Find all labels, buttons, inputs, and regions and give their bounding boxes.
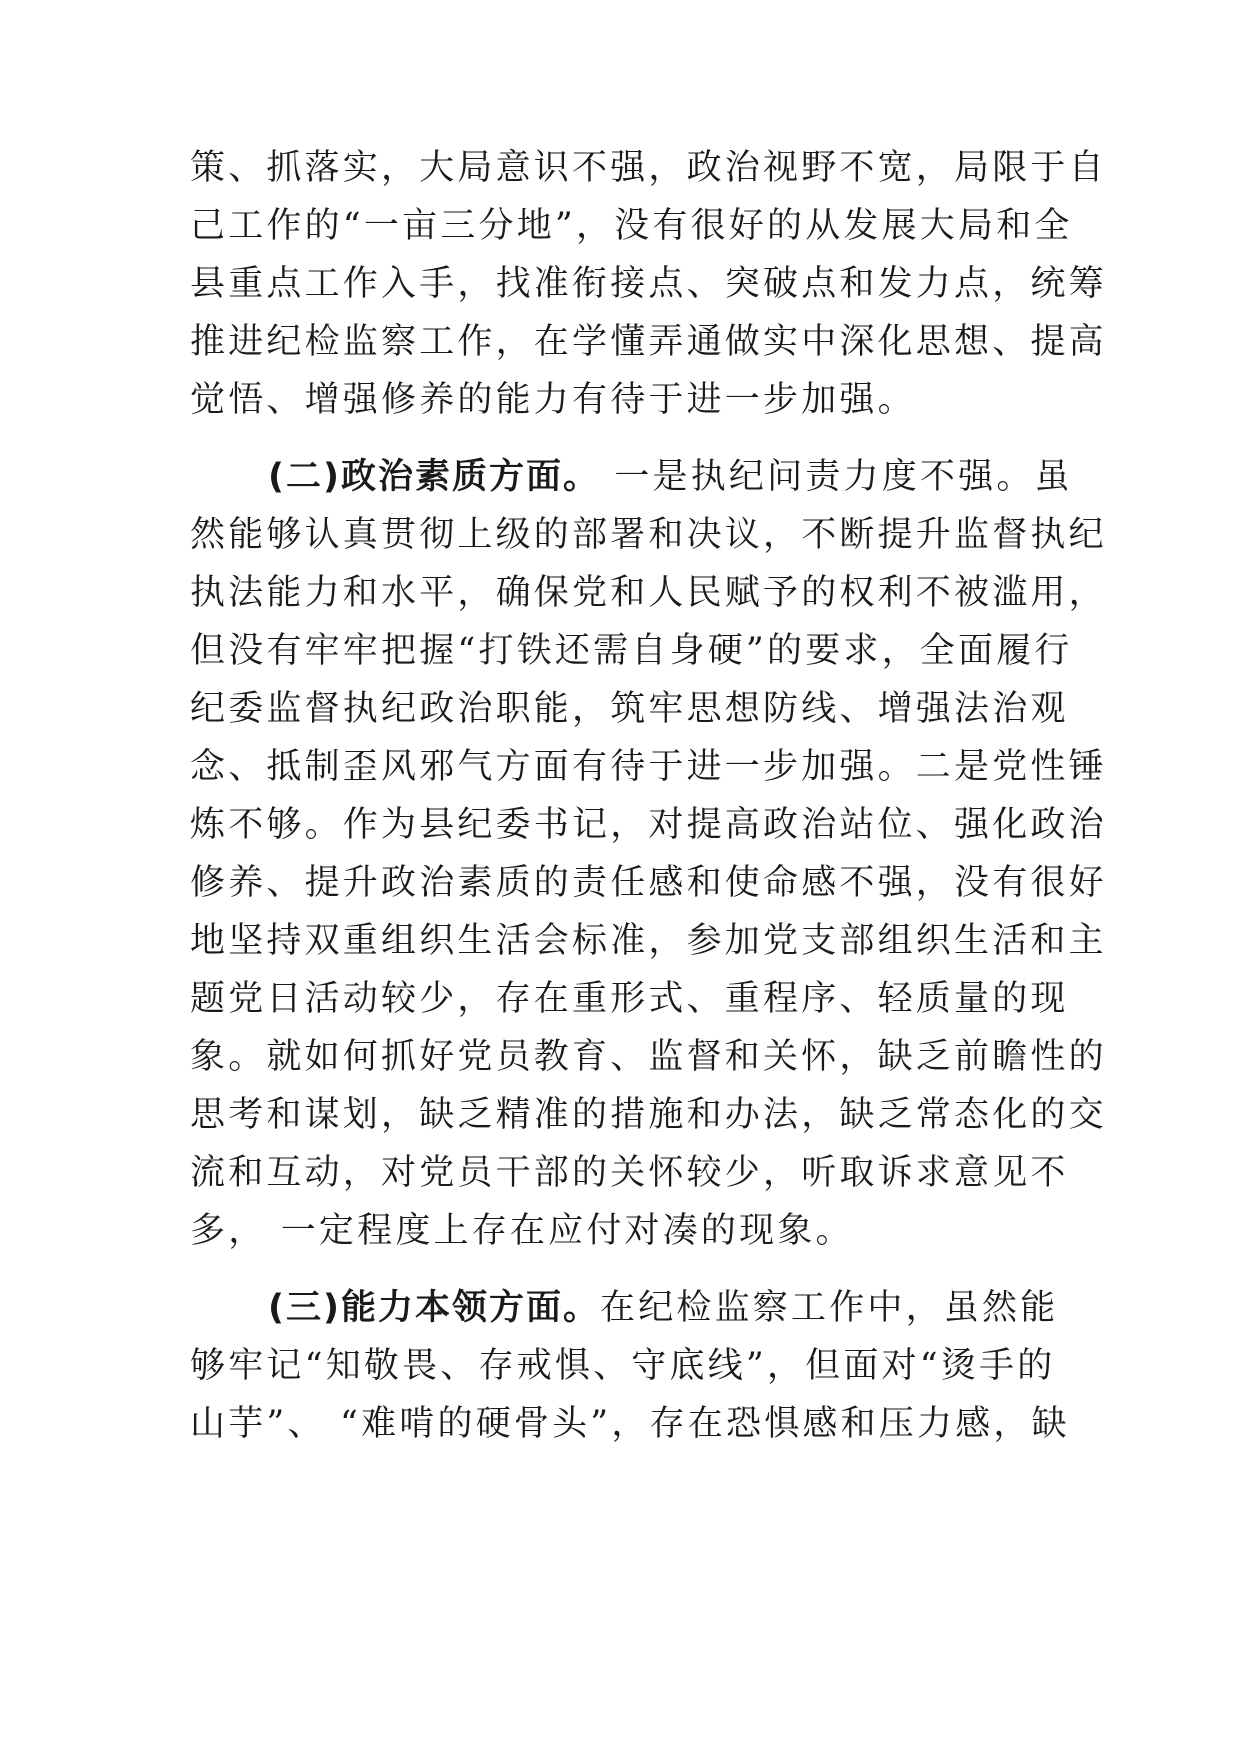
text-line: 象。就如何抓好党员教育、监督和关怀，缺乏前瞻性的: [190, 1037, 1107, 1077]
text-line: 够牢记“知敬畏、存戒惧、守底线”，但面对“烫手的: [190, 1346, 1056, 1386]
text-line: 己工作的“一亩三分地”，没有很好的从发展大局和全: [190, 206, 1073, 246]
text-line: 觉悟、增强修养的能力有待于进一步加强。: [190, 380, 916, 420]
text-line: 炼不够。作为县纪委书记，对提高政治站位、强化政治: [190, 805, 1107, 845]
section-heading: (三)能力本领方面。: [268, 1288, 600, 1328]
text-line: 修养、提升政治素质的责任感和使命感不强，没有很好: [190, 863, 1107, 903]
text-run: 一是执纪问责力度不强。虽: [600, 457, 1073, 497]
text-run: 在纪检监察工作中，虽然能: [600, 1288, 1059, 1328]
text-line: 县重点工作入手，找准衔接点、突破点和发力点，统筹: [190, 264, 1107, 304]
text-line: 地坚持双重组织生活会标准，参加党支部组织生活和主: [190, 921, 1107, 961]
text-line: 思考和谋划，缺乏精准的措施和办法，缺乏常态化的交: [190, 1095, 1107, 1135]
text-line: 题党日活动较少，存在重形式、重程序、轻质量的现: [190, 979, 1069, 1019]
section-heading: (二)政治素质方面。: [268, 457, 600, 497]
text-line: 执法能力和水平，确保党和人民赋予的权利不被滥用，: [190, 573, 1107, 613]
text-line: 流和互动，对党员干部的关怀较少，听取诉求意见不: [190, 1153, 1069, 1193]
paragraph-first-line: [268, 452, 1073, 502]
text-line: 纪委监督执纪政治职能，筑牢思想防线、增强法治观: [190, 689, 1069, 729]
text-line: 念、抵制歪风邪气方面有待于进一步加强。二是党性锤: [190, 747, 1107, 787]
text-line: 策、抓落实，大局意识不强，政治视野不宽，局限于自: [190, 148, 1107, 188]
text-line: 然能够认真贯彻上级的部署和决议，不断提升监督执纪: [190, 515, 1107, 555]
paragraph-first-line: [268, 1283, 1059, 1333]
text-line: 推进纪检监察工作，在学懂弄通做实中深化思想、提高: [190, 322, 1107, 362]
text-line: 但没有牢牢把握“打铁还需自身硬”的要求，全面履行: [190, 631, 1073, 671]
text-line: 多， 一定程度上存在应付对凑的现象。: [190, 1211, 854, 1251]
text-line: 山芋”、 “难啃的硬骨头”，存在恐惧感和压力感，缺: [190, 1404, 1070, 1444]
